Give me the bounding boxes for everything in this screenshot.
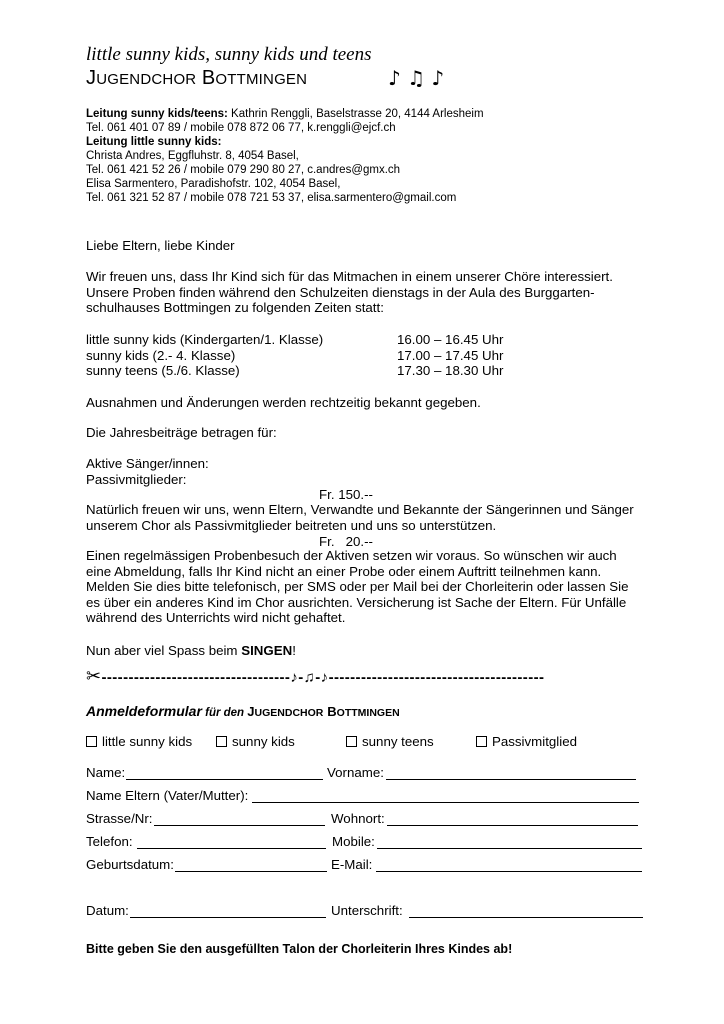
checkbox-label: sunny teens [362,734,434,749]
eltern-field[interactable] [252,802,639,803]
unterschrift-label: Unterschrift: [331,903,403,918]
fee-amount: Fr. 150.-- [319,487,373,502]
rules-line-4: es über ein anderes Kind im Chor ausrichten. Versicherung ist Sache der Eltern. Für Unfälle [86,594,627,610]
passive-line-2: unserem Chor als Passivmitglieder beitreten und uns so unterstützen. [86,517,497,533]
checkbox-box-icon[interactable] [346,736,357,747]
rules-line-3: Melden Sie dies bitte telefonisch, per SMS oder per Mail bei der Chorleiterin oder lassen Sie [86,579,629,594]
title-initial-j: J [86,67,97,89]
eltern-label: Name Eltern (Vater/Mutter): [86,788,249,803]
strasse-field[interactable] [154,825,325,826]
checkbox-label: sunny kids [232,734,295,749]
strasse-label: Strasse/Nr: [86,811,153,826]
intro-line-3: schulhauses Bottmingen zu folgenden Zeiten statt: [86,300,384,315]
contact-lead1-name: Kathrin Renggli, Baselstrasse 20, 4144 Arlesheim [227,108,484,120]
fees-intro: Die Jahresbeiträge betragen für: [86,425,277,440]
checkbox-box-icon[interactable] [216,736,227,747]
geburtsdatum-label: Geburtsdatum: [86,857,174,872]
vorname-label: Vorname: [327,765,384,780]
unterschrift-field[interactable] [409,917,643,918]
cut-dashes-right: ---------------------------------------- [328,669,545,686]
form-title-part-ugendchor: UGENDCHOR [254,707,324,719]
contact-lead2-label: Leitung little sunny kids: [86,136,222,148]
wohnort-field[interactable] [387,825,638,826]
fee-amount: Fr. 20.-- [319,533,373,549]
rules-paragraph [86,548,629,626]
form-title-part-ottmingen: OTTMINGEN [336,707,400,719]
vorname-field[interactable] [386,779,636,780]
rules-line-1: Einen regelmässigen Probenbesuch der Aktiven setzen wir voraus. So wünschen wir auch [86,548,617,563]
fee-label: Passivmitglieder: [86,471,187,487]
checkbox-label: Passivmitglied [492,734,577,749]
closing-mark: ! [292,643,296,658]
schedule-groups [86,332,323,379]
checkbox-passivmitglied[interactable] [476,734,577,749]
schedule-group: sunny teens (5./6. Klasse) [86,363,240,378]
intro-line-1: Wir freuen uns, dass Ihr Kind sich für das Mitmachen in einem unserer Chöre interessiert. [86,269,613,284]
rules-line-5: während des Unterrichts wird nicht gehaftet. [86,610,346,625]
schedule-group: sunny kids (2.- 4. Klasse) [86,347,236,363]
greeting: Liebe Eltern, liebe Kinder [86,238,235,253]
wohnort-label: Wohnort: [331,811,385,826]
schedule-time: 16.00 – 16.45 Uhr [397,332,504,347]
fee-label: Aktive Sänger/innen: [86,456,209,471]
email-field[interactable] [376,871,642,872]
closing-text: Nun aber viel Spass beim [86,643,242,658]
telefon-label: Telefon: [86,834,133,849]
form-title-initial-j: J [247,704,255,719]
title-initial-b: B [201,67,216,89]
checkbox-little-sunny-kids[interactable] [86,734,192,749]
form-title-initial-b: B [327,704,337,719]
contact-lead1 [86,107,484,121]
rules-line-2: eine Abmeldung, falls Ihr Kind nicht an einer Probe oder einem Auftritt teilnehmen kann. [86,563,602,579]
mobile-label: Mobile: [332,834,375,849]
schedule-time: 17.30 – 18.30 Uhr [397,363,504,378]
checkbox-box-icon[interactable] [86,736,97,747]
intro-paragraph [86,269,613,316]
header-subtitle: little sunny kids, sunny kids und teens [86,44,372,65]
cut-dashes-left: ----------------------------------- [101,669,291,686]
contact-lead2-line1: Christa Andres, Eggfluhstr. 8, 4054 Basel, [86,150,299,162]
contact-lead2-line2: Tel. 061 421 52 26 / mobile 079 290 80 27, c.andres@gmx.ch [86,164,401,176]
form-title [86,703,400,719]
footer-note: Bitte geben Sie den ausgefüllten Talon der Chorleiterin Ihres Kindes ab! [86,942,513,956]
mobile-field[interactable] [377,848,642,849]
passive-paragraph [86,502,634,533]
passive-line-1: Natürlich freuen wir uns, wenn Eltern, Verwandte und Bekannte der Sängerinnen und Sänger [86,502,634,517]
scissors-icon: ✂ [86,666,102,687]
datum-label: Datum: [86,903,129,918]
checkbox-label: little sunny kids [102,734,193,749]
form-title-mid: für den [201,707,248,719]
cut-line [86,666,544,687]
music-notes-icon: ♪ ♫ ♪ [388,66,445,90]
contact-block [86,107,484,205]
form-title-main: Anmeldeformular [86,703,202,719]
contact-lead2-line3: Elisa Sarmentero, Paradishofstr. 102, 4054 Basel, [86,178,341,190]
name-label: Name: [86,765,126,780]
contact-lead2-line4: Tel. 061 321 52 87 / mobile 078 721 53 37, elisa.sarmentero@gmail.com [86,192,457,204]
fees-labels [86,456,209,487]
contact-lead1-label: Leitung sunny kids/teens: [86,108,228,120]
contact-lead1-tel: Tel. 061 401 07 89 / mobile 078 872 06 77, k.renggli@ejcf.ch [86,122,396,134]
intro-line-2: Unsere Proben finden während den Schulzeiten dienstags in der Aula des Burggarten- [86,284,595,300]
closing-line [86,643,296,659]
telefon-field[interactable] [137,848,326,849]
schedule-times [397,332,503,379]
changes-note: Ausnahmen und Änderungen werden rechtzeitig bekannt gegeben. [86,395,481,410]
closing-bold: SINGEN [241,643,293,658]
header-title [86,67,307,90]
checkbox-box-icon[interactable] [476,736,487,747]
checkbox-sunny-teens[interactable] [346,734,434,749]
geburtsdatum-field[interactable] [175,871,327,872]
name-field[interactable] [126,779,323,780]
title-part-ugendchor: UGENDCHOR [96,71,197,88]
email-label: E-Mail: [331,857,373,872]
schedule-group: little sunny kids (Kindergarten/1. Klasse) [86,332,324,347]
cut-notes: ♪-♫-♪ [290,669,329,686]
checkbox-sunny-kids[interactable] [216,734,295,749]
datum-field[interactable] [130,917,326,918]
title-part-ottmingen: OTTMINGEN [215,71,308,88]
schedule-time: 17.00 – 17.45 Uhr [397,347,504,363]
